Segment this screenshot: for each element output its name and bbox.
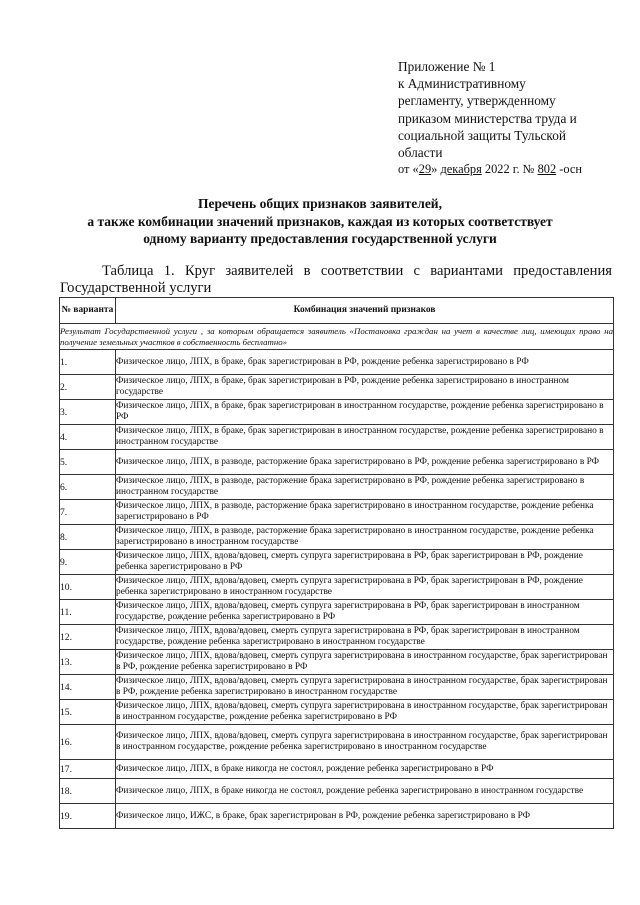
table-row (60, 779, 614, 804)
variant-number: 5. (60, 450, 116, 475)
variant-combination: Физическое лицо, ЛПХ, в браке, брак зарегистрирован в РФ, рождение ребенка зарегистрировано в РФ (116, 350, 614, 375)
variant-combination: Физическое лицо, ЛПХ, вдова/вдовец, смерть супруга зарегистрирована в иностранном государстве, брак зарегистрирован в иностранном государстве, рождение ребенка зарегистрировано в иностранном государстве (116, 725, 614, 760)
table-row (60, 450, 614, 475)
variant-combination: Физическое лицо, ЛПХ, в браке никогда не состоял, рождение ребенка зарегистрировано в РФ (116, 760, 614, 779)
variant-combination: Физическое лицо, ЛПХ, в браке, брак зарегистрирован в иностранном государстве, рождение ребенка зарегистрировано в иностранном государстве (116, 425, 614, 450)
table-row (60, 425, 614, 450)
order-number: 802 (537, 162, 557, 177)
annex-line-2: к Административному (398, 76, 526, 92)
variant-number: 9. (60, 550, 116, 575)
table-row (60, 700, 614, 725)
variant-combination: Физическое лицо, ЛПХ, в разводе, расторжение брака зарегистрировано в РФ, рождение ребенка зарегистрировано в РФ (116, 450, 614, 475)
result-text: Результат Государственной услуги , за которым обращается заявитель «Постановка граждан на учет в качестве лиц, имеющих право на получение земельных участков в собственность бесплатно» (60, 324, 614, 350)
table-row (60, 400, 614, 425)
variant-combination: Физическое лицо, ЛПХ, вдова/вдовец, смерть супруга зарегистрирована в иностранном государстве, брак зарегистрирован в РФ, рождение ребенка зарегистрировано в иностранном государстве (116, 675, 614, 700)
variant-number: 14. (60, 675, 116, 700)
variant-number: 11. (60, 600, 116, 625)
variant-number: 7. (60, 500, 116, 525)
annex-line-5: социальной защиты Тульской (398, 127, 566, 143)
annex-line-3: регламенту, утвержденному (398, 93, 556, 109)
table-row (60, 625, 614, 650)
header-combination: Комбинация значений признаков (116, 298, 614, 324)
variant-number: 19. (60, 804, 116, 829)
date-day: 29 (418, 162, 432, 177)
heading-line-3: одному варианту предоставления государственной услуги (143, 231, 497, 246)
caption-line-1: Таблица 1. Круг заявителей в соответствии с вариантами предоставления (102, 263, 612, 279)
variant-combination: Физическое лицо, ЛПХ, вдова/вдовец, смерть супруга зарегистрирована в РФ, брак зарегистрирован в РФ, рождение ребенка зарегистрировано в РФ (116, 550, 614, 575)
variant-combination: Физическое лицо, ЛПХ, в разводе, расторжение брака зарегистрировано в иностранном государстве, рождение ребенка зарегистрировано в РФ (116, 500, 614, 525)
table-row (60, 500, 614, 525)
variant-number: 18. (60, 779, 116, 804)
table-row (60, 350, 614, 375)
table-row (60, 760, 614, 779)
variant-combination: Физическое лицо, ЛПХ, вдова/вдовец, смерть супруга зарегистрирована в РФ, брак зарегистрирован в РФ, рождение ребенка зарегистрировано в иностранном государстве (116, 575, 614, 600)
variant-number: 6. (60, 475, 116, 500)
variants-table (59, 297, 614, 829)
variant-combination: Физическое лицо, ЛПХ, вдова/вдовец, смерть супруга зарегистрирована в иностранном государстве, брак зарегистрирован в РФ, рождение ребенка зарегистрировано в РФ (116, 650, 614, 675)
table-row (60, 600, 614, 625)
variant-combination: Физическое лицо, ЛПХ, в браке, брак зарегистрирован в РФ, рождение ребенка зарегистрировано в иностранном государстве (116, 375, 614, 400)
table-row (60, 475, 614, 500)
variant-number: 2. (60, 375, 116, 400)
date-prefix: от « (398, 162, 419, 177)
table-caption (60, 263, 612, 297)
table-row (60, 525, 614, 550)
variant-combination: Физическое лицо, ЛПХ, в браке, брак зарегистрирован в иностранном государстве, рождение ребенка зарегистрировано в РФ (116, 400, 614, 425)
variant-combination: Физическое лицо, ЛПХ, в браке никогда не состоял, рождение ребенка зарегистрировано в иностранном государстве (116, 779, 614, 804)
variant-number: 4. (60, 425, 116, 450)
date-year: 2022 г. № (481, 162, 538, 177)
variant-combination: Физическое лицо, ЛПХ, вдова/вдовец, смерть супруга зарегистрирована в РФ, брак зарегистрирован в иностранном государстве, рождение ребенка зарегистрировано в РФ (116, 600, 614, 625)
date-month: декабря (440, 162, 482, 177)
variant-combination: Физическое лицо, ИЖС, в браке, брак зарегистрирован в РФ, рождение ребенка зарегистрировано в РФ (116, 804, 614, 829)
variant-number: 17. (60, 760, 116, 779)
table-row (60, 650, 614, 675)
caption-line-2: Государственной услуги (60, 280, 212, 296)
annex-date (398, 161, 613, 178)
table-row (60, 675, 614, 700)
variant-number: 13. (60, 650, 116, 675)
table-row (60, 725, 614, 760)
variant-number: 15. (60, 700, 116, 725)
table-row (60, 575, 614, 600)
variant-number: 10. (60, 575, 116, 600)
variant-combination: Физическое лицо, ЛПХ, вдова/вдовец, смерть супруга зарегистрирована в иностранном государстве, брак зарегистрирован в иностранном государстве, рождение ребенка зарегистрировано в РФ (116, 700, 614, 725)
variant-number: 16. (60, 725, 116, 760)
table-row (60, 375, 614, 400)
variant-combination: Физическое лицо, ЛПХ, в разводе, расторжение брака зарегистрировано в иностранном государстве, рождение ребенка зарегистрировано в иностранном государстве (116, 525, 614, 550)
result-row (60, 324, 614, 350)
variant-number: 12. (60, 625, 116, 650)
annex-line-6: области (398, 145, 443, 161)
variant-combination: Физическое лицо, ЛПХ, вдова/вдовец, смерть супруга зарегистрирована в РФ, брак зарегистрирован в иностранном государстве, рождение ребенка зарегистрировано в иностранном государстве (116, 625, 614, 650)
date-mid: » (431, 162, 441, 177)
variant-number: 3. (60, 400, 116, 425)
annex-block (398, 58, 613, 178)
heading-line-1: Перечень общих признаков заявителей, (198, 196, 442, 211)
date-suffix: -осн (556, 162, 583, 177)
heading-line-2: а также комбинации значений признаков, каждая из которых соответствует (87, 213, 553, 229)
variant-combination: Физическое лицо, ЛПХ, в разводе, расторжение брака зарегистрировано в РФ, рождение ребенка зарегистрировано в иностранном государстве (116, 475, 614, 500)
variant-number: 1. (60, 350, 116, 375)
table-row (60, 804, 614, 829)
variant-number: 8. (60, 525, 116, 550)
header-number: № варианта (60, 298, 116, 324)
table-row (60, 550, 614, 575)
document-heading (40, 195, 600, 248)
annex-line-4: приказом министерства труда и (398, 110, 577, 126)
table-header-row (60, 298, 614, 324)
annex-title: Приложение № 1 (398, 59, 496, 74)
